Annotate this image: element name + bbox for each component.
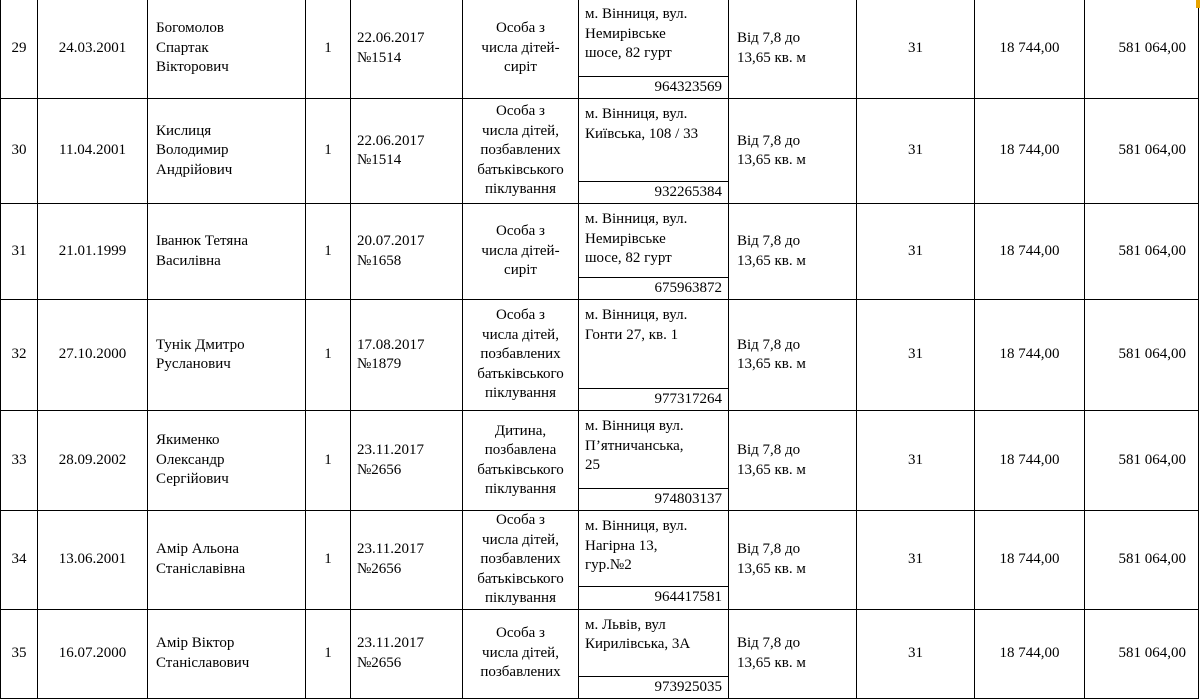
phone-number: 675963872	[579, 277, 728, 299]
text-line: №2656	[357, 461, 402, 478]
table-body	[1, 0, 1199, 698]
text-line: Особа з	[496, 512, 545, 528]
text-line: позбавлена	[484, 442, 557, 458]
text-line: Немирівське	[585, 230, 666, 247]
amount: 18 744,00	[975, 411, 1085, 511]
total-amount: 581 064,00	[1085, 0, 1199, 99]
text-line: числа дітей,	[482, 644, 559, 661]
address-cell	[579, 204, 729, 300]
text-line: піклування	[485, 590, 556, 606]
address	[579, 99, 728, 181]
text-line: Від 7,8 до	[737, 132, 801, 149]
text-line: Володимир	[156, 142, 229, 159]
table-row	[1, 0, 1199, 99]
text-line: числа дітей,	[482, 326, 559, 343]
text-line: піклування	[485, 481, 556, 497]
text-line: Сергійович	[156, 471, 229, 488]
text-line: числа дітей-	[481, 39, 560, 56]
text-line: Особа з	[496, 307, 545, 324]
amount: 18 744,00	[975, 99, 1085, 204]
text-line: 25	[585, 457, 600, 473]
person-count: 1	[306, 99, 351, 204]
text-line: Від 7,8 до	[737, 336, 801, 353]
text-line: Станіславович	[156, 654, 250, 671]
address-cell	[579, 609, 729, 698]
row-number: 34	[1, 511, 38, 610]
text-line: м. Вінниця, вул.	[585, 6, 688, 22]
decision	[351, 511, 463, 610]
decision	[351, 204, 463, 300]
text-line: 17.08.2017	[357, 336, 425, 353]
phone-number: 932265384	[579, 181, 728, 203]
text-line: Станіславівна	[156, 560, 246, 577]
table-row	[1, 511, 1199, 610]
payments-count: 31	[857, 411, 975, 511]
text-line: Амір Альона	[156, 541, 240, 558]
text-line: Вікторович	[156, 59, 229, 76]
text-line: Русланович	[156, 356, 231, 372]
row-number: 31	[1, 204, 38, 300]
payments-count: 31	[857, 609, 975, 698]
birth-date: 11.04.2001	[38, 99, 148, 204]
text-line: Тунік Дмитро	[156, 336, 245, 353]
edge-mark	[1196, 0, 1200, 8]
row-number: 29	[1, 0, 38, 99]
text-line: Богомолов	[156, 20, 224, 37]
address	[579, 0, 728, 76]
full-name	[148, 300, 306, 411]
payments-count: 31	[857, 99, 975, 204]
text-line: Особа з	[496, 625, 545, 642]
text-line: м. Вінниця, вул.	[585, 518, 688, 534]
address-cell	[579, 99, 729, 204]
text-line: позбавлених	[480, 551, 561, 567]
category	[463, 300, 579, 411]
text-line: 23.11.2017	[357, 635, 424, 651]
text-line: Нагірна 13,	[585, 537, 658, 554]
text-line: батьківського	[477, 161, 564, 178]
row-number: 30	[1, 99, 38, 204]
person-count: 1	[306, 411, 351, 511]
total-amount: 581 064,00	[1085, 411, 1199, 511]
full-name	[148, 511, 306, 610]
birth-date: 28.09.2002	[38, 411, 148, 511]
text-line: Немирівське	[585, 25, 666, 42]
text-line: Гонти 27, кв. 1	[585, 326, 679, 343]
text-line: Від 7,8 до	[737, 635, 801, 651]
text-line: батьківського	[477, 365, 564, 382]
address	[579, 300, 728, 388]
amount: 18 744,00	[975, 204, 1085, 300]
text-line: Спартак	[156, 39, 209, 56]
payments-count: 31	[857, 0, 975, 99]
category	[463, 609, 579, 698]
decision	[351, 99, 463, 204]
text-line: Від 7,8 до	[737, 30, 801, 46]
full-name	[148, 609, 306, 698]
total-amount: 581 064,00	[1085, 511, 1199, 610]
text-line: 22.06.2017	[357, 30, 425, 46]
amount: 18 744,00	[975, 511, 1085, 610]
text-line: Андрійович	[156, 161, 233, 178]
text-line: №1514	[357, 152, 402, 168]
text-line: Якименко	[156, 432, 220, 449]
text-line: №2656	[357, 654, 402, 671]
birth-date: 13.06.2001	[38, 511, 148, 610]
address-cell	[579, 411, 729, 511]
text-line: Від 7,8 до	[737, 442, 801, 458]
text-line: числа дітей-	[481, 242, 560, 259]
row-number: 35	[1, 609, 38, 698]
text-line: №1514	[357, 49, 402, 66]
address-cell	[579, 300, 729, 411]
text-line: позбавлених	[480, 142, 561, 159]
decision	[351, 300, 463, 411]
text-line: №1879	[357, 356, 402, 372]
table-row	[1, 300, 1199, 411]
text-line: м. Вінниця вул.	[585, 418, 684, 434]
text-line: гур.№2	[585, 557, 632, 573]
area-range	[729, 300, 857, 411]
text-line: 22.06.2017	[357, 132, 425, 149]
text-line: 13,65 кв. м	[737, 560, 806, 577]
birth-date: 16.07.2000	[38, 609, 148, 698]
address-cell	[579, 511, 729, 610]
total-amount: 581 064,00	[1085, 609, 1199, 698]
area-range	[729, 204, 857, 300]
row-number: 33	[1, 411, 38, 511]
text-line: позбавлених	[480, 664, 561, 681]
text-line: Олександр	[156, 451, 225, 468]
text-line: 13,65 кв. м	[737, 356, 806, 372]
text-line: числа дітей,	[482, 122, 559, 139]
row-number: 32	[1, 300, 38, 411]
area-range	[729, 411, 857, 511]
text-line: 13,65 кв. м	[737, 461, 806, 478]
text-line: позбавлених	[480, 346, 561, 363]
text-line: батьківського	[477, 570, 564, 587]
amount: 18 744,00	[975, 0, 1085, 99]
person-count: 1	[306, 300, 351, 411]
phone-number: 974803137	[579, 488, 728, 510]
text-line: Кирилівська, 3А	[585, 636, 691, 652]
person-count: 1	[306, 511, 351, 610]
text-line: №1658	[357, 252, 402, 269]
address	[579, 610, 728, 676]
category	[463, 99, 579, 204]
text-line: Особа з	[496, 103, 545, 120]
decision	[351, 609, 463, 698]
text-line: м. Вінниця, вул.	[585, 307, 688, 323]
address	[579, 511, 728, 586]
area-range	[729, 609, 857, 698]
text-line: Від 7,8 до	[737, 233, 801, 249]
text-line: Від 7,8 до	[737, 541, 801, 558]
text-line: Особа з	[496, 223, 545, 240]
total-amount: 581 064,00	[1085, 204, 1199, 300]
area-range	[729, 511, 857, 610]
phone-number: 964417581	[579, 586, 728, 608]
text-line: сиріт	[504, 262, 537, 279]
text-line: піклування	[485, 385, 556, 402]
text-line: 13,65 кв. м	[737, 49, 806, 66]
text-line: піклування	[485, 181, 556, 198]
text-line: 13,65 кв. м	[737, 654, 806, 671]
amount: 18 744,00	[975, 300, 1085, 411]
text-line: Особа з	[496, 20, 545, 37]
decision	[351, 411, 463, 511]
address-cell	[579, 0, 729, 99]
table-row	[1, 609, 1199, 698]
text-line: 23.11.2017	[357, 442, 424, 458]
text-line: №2656	[357, 560, 402, 577]
full-name	[148, 411, 306, 511]
text-line: П’ятничанська,	[585, 437, 684, 454]
category	[463, 0, 579, 99]
text-line: 13,65 кв. м	[737, 152, 806, 168]
table-row	[1, 99, 1199, 204]
text-line: 13,65 кв. м	[737, 252, 806, 269]
payments-count: 31	[857, 511, 975, 610]
phone-number: 973925035	[579, 676, 728, 698]
area-range	[729, 0, 857, 99]
text-line: Василівна	[156, 252, 221, 269]
payments-count: 31	[857, 300, 975, 411]
text-line: Дитина,	[494, 422, 547, 439]
text-line: 20.07.2017	[357, 233, 425, 249]
category	[463, 511, 579, 610]
payments-count: 31	[857, 204, 975, 300]
person-count: 1	[306, 609, 351, 698]
text-line: Амір Віктор	[156, 635, 235, 651]
person-count: 1	[306, 204, 351, 300]
text-line: Київська, 108 / 33	[585, 125, 699, 142]
total-amount: 581 064,00	[1085, 99, 1199, 204]
text-line: Іванюк Тетяна	[156, 233, 248, 249]
amount: 18 744,00	[975, 609, 1085, 698]
text-line: сиріт	[504, 59, 537, 76]
text-line: м. Вінниця, вул.	[585, 106, 688, 122]
text-line: 23.11.2017	[357, 541, 424, 558]
text-line: шосе, 82 гурт	[585, 45, 672, 61]
full-name	[148, 204, 306, 300]
total-amount: 581 064,00	[1085, 300, 1199, 411]
text-line: м. Львів, вул	[585, 616, 666, 633]
area-range	[729, 99, 857, 204]
table-row	[1, 411, 1199, 511]
category	[463, 204, 579, 300]
text-line: числа дітей,	[482, 531, 559, 548]
birth-date: 27.10.2000	[38, 300, 148, 411]
phone-number: 964323569	[579, 76, 728, 98]
full-name	[148, 99, 306, 204]
text-line: м. Вінниця, вул.	[585, 211, 688, 227]
decision	[351, 0, 463, 99]
full-name	[148, 0, 306, 99]
text-line: шосе, 82 гурт	[585, 250, 672, 266]
birth-date: 21.01.1999	[38, 204, 148, 300]
category	[463, 411, 579, 511]
person-count: 1	[306, 0, 351, 99]
phone-number: 977317264	[579, 388, 728, 410]
text-line: Кислиця	[156, 122, 212, 139]
text-line: батьківського	[477, 461, 564, 478]
birth-date: 24.03.2001	[38, 0, 148, 99]
address	[579, 204, 728, 277]
table-row	[1, 204, 1199, 300]
address	[579, 411, 728, 488]
